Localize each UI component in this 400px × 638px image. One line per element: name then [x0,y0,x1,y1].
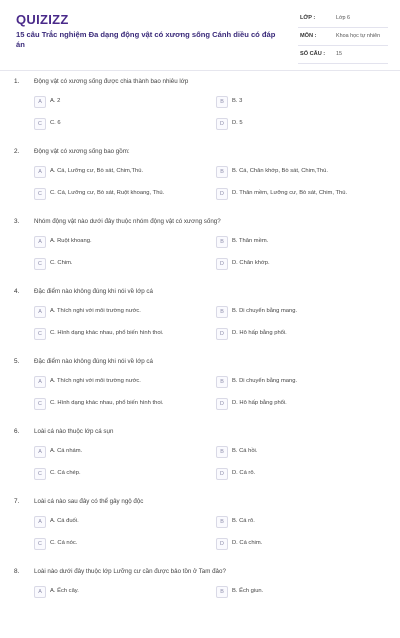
option-text: B. Ếch giun. [232,588,264,594]
header-divider [0,70,400,71]
meta-row-count [298,46,388,64]
meta-label: SỐ CÂU : [300,51,326,57]
option-letter-box[interactable]: C [34,468,46,480]
question-number: 1. [14,78,20,85]
option-text: A. Ếch cây. [50,588,79,594]
meta-table [298,10,388,64]
option-letter-box[interactable]: A [34,166,46,178]
question-text: Loài cá nào thuộc lớp cá sụn [34,428,114,435]
option-letter-box[interactable]: C [34,538,46,550]
question-number: 2. [14,148,20,155]
option-text: D. 5 [232,120,243,126]
option-letter-box[interactable]: D [216,468,228,480]
option-text: B. Cá hồi. [232,448,258,454]
question-number: 7. [14,498,20,505]
option-letter-box[interactable]: B [216,236,228,248]
option-text: A. Cá đuối. [50,518,79,524]
option-text: A. Cá nhám. [50,448,83,454]
question-text: Động vật có xương sống bao gồm: [34,148,130,155]
question-number: 3. [14,218,20,225]
option-letter-box[interactable]: A [34,586,46,598]
option-text: A. 2 [50,98,61,104]
option-text: B. Cá rô. [232,518,255,524]
option-letter-box[interactable]: D [216,328,228,340]
option-letter-box[interactable]: B [216,306,228,318]
question-item [0,498,400,568]
option-text: D. Cá rô. [232,470,256,476]
question-item [0,218,400,288]
question-text: Loài cá nào sau đây có thể gây ngộ độc [34,498,144,505]
option-text: B. Di chuyển bằng mang. [232,378,298,384]
option-letter-box[interactable]: A [34,306,46,318]
option-letter-box[interactable]: C [34,118,46,130]
option-text: C. Cá, Lưỡng cư, Bò sát, Ruột khoang, Thú. [50,190,165,196]
meta-row-subject [298,28,388,46]
option-letter-box[interactable]: C [34,328,46,340]
worksheet-header [0,0,400,68]
meta-row-grade [298,10,388,28]
option-letter-box[interactable]: A [34,446,46,458]
option-text: B. Thân mềm. [232,238,269,244]
worksheet-title: 15 câu Trắc nghiệm Đa dạng động vật có xương sống Cánh diều có đáp án [16,30,276,49]
option-text: D. Thân mềm, Lưỡng cư, Bò sát, Chim, Thú. [232,190,348,196]
option-text: B. Di chuyển bằng mang. [232,308,298,314]
option-letter-box[interactable]: B [216,376,228,388]
option-letter-box[interactable]: B [216,166,228,178]
option-text: A. Thích nghi với môi trường nước. [50,378,141,384]
option-letter-box[interactable]: A [34,376,46,388]
question-item [0,428,400,498]
meta-label: LỚP : [300,15,316,21]
quizizz-logo[interactable]: QUIZIZZ [16,12,69,27]
option-text: A. Thích nghi với môi trường nước. [50,308,141,314]
option-letter-box[interactable]: D [216,118,228,130]
option-text: C. Hình dạng khác nhau, phổ biến hình thoi. [50,400,164,406]
option-text: D. Hô hấp bằng phổi. [232,400,287,406]
question-number: 4. [14,288,20,295]
option-letter-box[interactable]: D [216,258,228,270]
option-text: A. Cá, Lưỡng cư, Bò sát, Chim,Thú. [50,168,144,174]
option-text: A. Ruột khoang. [50,238,92,244]
option-letter-box[interactable]: C [34,188,46,200]
option-letter-box[interactable]: B [216,516,228,528]
option-letter-box[interactable]: A [34,236,46,248]
option-text: C. Cá chép. [50,470,81,476]
option-letter-box[interactable]: B [216,446,228,458]
question-item [0,148,400,218]
option-text: B. Cá, Chân khớp, Bò sát, Chim,Thú. [232,168,328,174]
option-text: C. 6 [50,120,61,126]
option-text: C. Cá nóc. [50,540,78,546]
question-text: Nhóm động vật nào dưới đây thuộc nhóm động vật có xương sống? [34,218,221,225]
question-text: Động vật có xương sống được chia thành bao nhiêu lớp [34,78,189,85]
question-number: 8. [14,568,20,575]
question-item [0,358,400,428]
question-item [0,568,400,638]
option-text: D. Hô hấp bằng phổi. [232,330,287,336]
option-text: C. Chim. [50,260,73,266]
question-text: Đặc điểm nào không đúng khi nói về lớp cá [34,288,153,295]
option-letter-box[interactable]: C [34,398,46,410]
question-text: Loài nào dưới đây thuộc lớp Lưỡng cư cần được bảo tồn ở Tam đảo? [34,568,226,575]
option-letter-box[interactable]: D [216,188,228,200]
option-text: D. Chân khớp. [232,260,270,266]
question-text: Đặc điểm nào không đúng khi nói về lớp cá [34,358,153,365]
question-number: 5. [14,358,20,365]
meta-value: 15 [336,51,342,57]
option-letter-box[interactable]: B [216,586,228,598]
option-letter-box[interactable]: A [34,516,46,528]
option-letter-box[interactable]: C [34,258,46,270]
meta-value: Khoa học tự nhiên [336,33,381,39]
meta-value: Lớp 6 [336,15,351,21]
option-text: D. Cá chim. [232,540,263,546]
option-letter-box[interactable]: B [216,96,228,108]
option-text: B. 3 [232,98,243,104]
question-item [0,288,400,358]
option-text: C. Hình dạng khác nhau, phổ biến hình thoi. [50,330,164,336]
question-number: 6. [14,428,20,435]
question-item [0,78,400,148]
option-letter-box[interactable]: D [216,538,228,550]
option-letter-box[interactable]: A [34,96,46,108]
meta-label: MÔN : [300,33,317,39]
option-letter-box[interactable]: D [216,398,228,410]
